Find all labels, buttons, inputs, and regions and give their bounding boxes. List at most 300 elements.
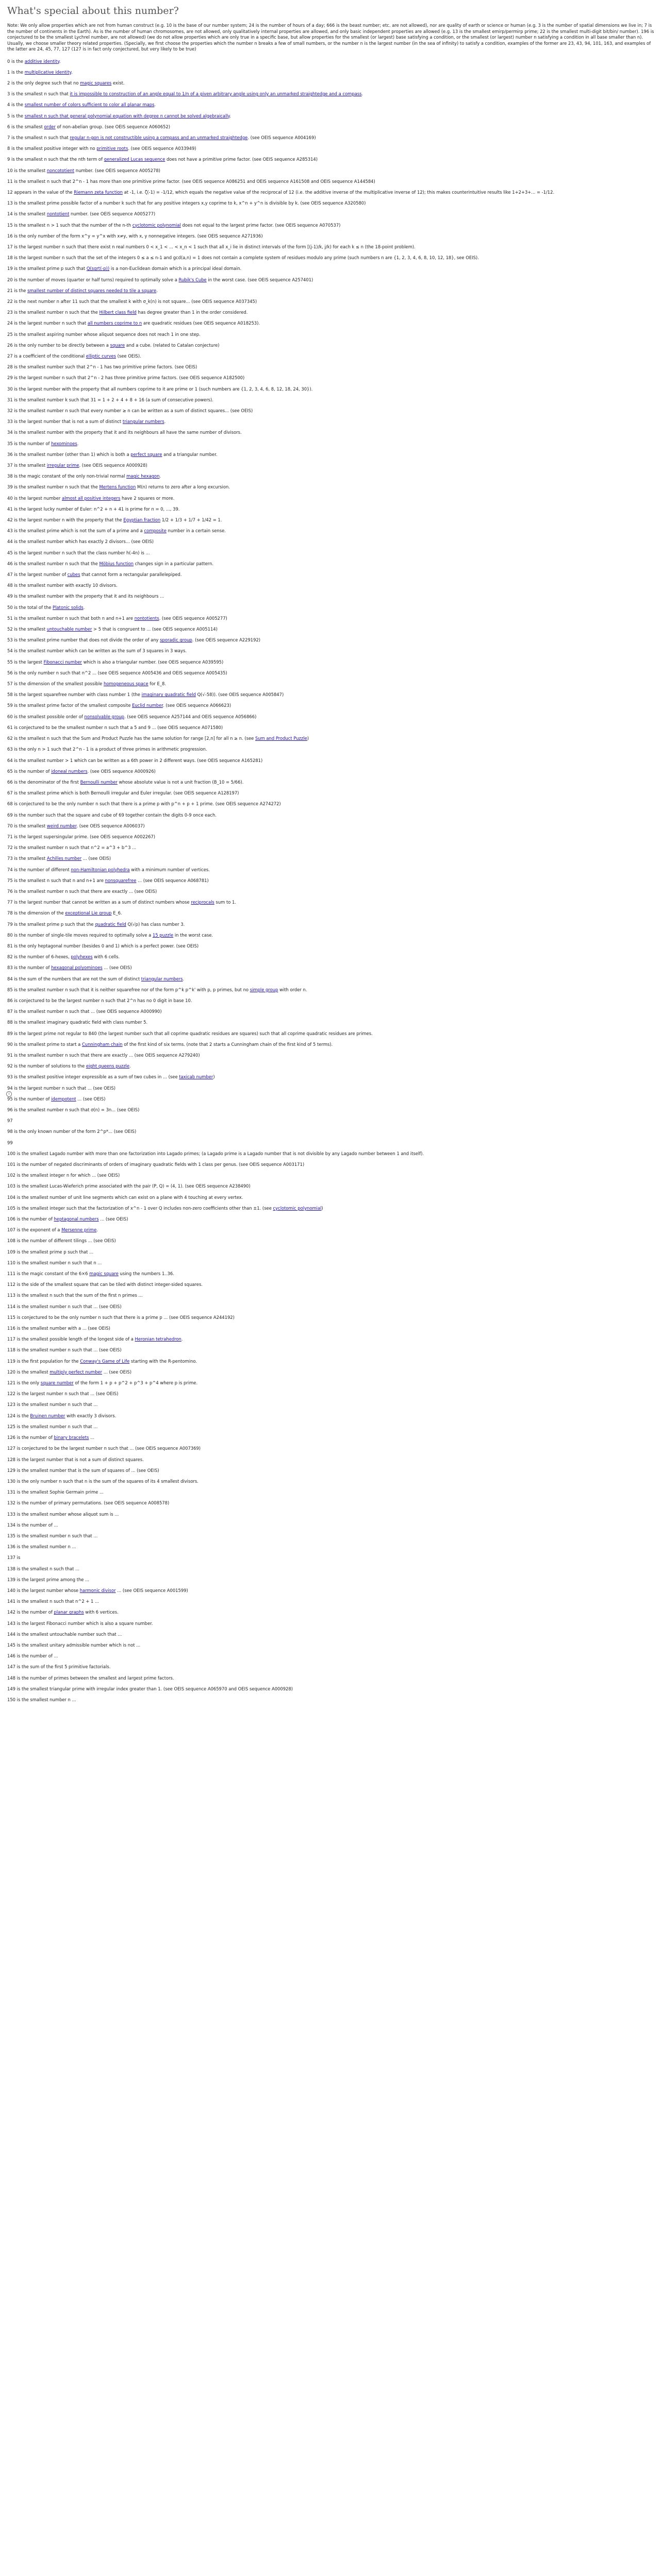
entry-text-tail: ) [307,736,309,741]
entry-text: 61 is conjectured to be the smallest number n such that a 5 and 9 ... (see OEIS sequence A071580) [7,724,223,730]
entry-text: 62 is the smallest n such that the Sum and Product Puzzle has the same solution for range [2,n] for all n ≥ n. (see [7,736,255,741]
entry-link[interactable]: cubes [67,572,80,578]
entry-link[interactable]: irregular prime [46,463,79,468]
entry-text: 120 is the smallest [7,1369,50,1375]
entry-text: 111 is the magic constant of the 6×6 [7,1271,90,1277]
entry-text-tail: ) [213,1074,215,1080]
list-item [7,102,655,108]
entry-text-tail: . (see OEIS sequence A066623) [162,703,231,708]
entry-text: 33 is the largest number that is not a sum of distinct [7,419,123,425]
entry-link[interactable]: simple group [250,987,278,992]
entry-link[interactable]: primitive roots [96,146,128,151]
list-item [7,1522,655,1528]
entry-text: 115 is conjectured to be the only number n such that there is a prime p ... (see OEIS sequence A244192) [7,1314,235,1320]
entry-text-tail: M(n) returns to zero after a long excursion. [136,484,230,490]
entry-text: 70 is the smallest [7,823,47,828]
entry-text: 140 is the largest number whose [7,1587,80,1593]
list-item [7,1304,655,1310]
list-item [7,1413,655,1419]
entry-text: 29 is the largest number n such that 2^n - 2 has three primitive prime factors. (see OEIS sequence A182500) [7,375,245,381]
entry-link[interactable]: triangular numbers [122,419,164,425]
list-item [7,801,655,807]
entry-link[interactable]: multiply perfect number [49,1369,103,1375]
entry-text: 0 is the [7,58,25,64]
page-title: What's special about this number? [7,5,179,16]
list-item [7,692,655,698]
entry-text: 21 is the [7,287,28,293]
entry-text: 41 is the largest lucky number of Euler: n^2 + n + 41 is prime for n = 0, ..., 39. [7,506,180,512]
entry-text-tail: ... (see OEIS) [102,965,132,971]
entry-text: 80 is the number of single-tile moves required to optimally solve a [7,932,153,938]
entry-text: 65 is the number of [7,768,52,774]
entry-link[interactable]: magic square [89,1271,119,1277]
list-item [7,987,655,993]
list-item [7,856,655,861]
entry-text-tail: ... (see OEIS) [98,1216,128,1222]
list-item [7,878,655,884]
entry-link[interactable]: exceptional Lie group [65,910,112,916]
entry-link[interactable]: all numbers coprime to n [87,320,142,326]
entry-text-tail: changes sign in a particular pattern. [134,561,214,566]
entry-text: 16 is the only number of the form x^y = y^x with x≠y, with x, y nonnegative integers. (see OEIS sequence A271936) [7,233,263,239]
entry-text: 11 is the smallest n such that 2^n - 1 has more than one primitive prime factor. (see OEIS sequence A086251 and OEIS sequence A161508 and OEIS sequence A144584) [7,178,375,184]
list-item [7,1424,655,1430]
entry-link[interactable]: order [44,124,56,129]
entry-text: 9 is the smallest n such that the nth term of [7,157,104,162]
entry-link[interactable]: magic hexagon [126,473,160,479]
list-item [7,1096,655,1102]
entry-text-tail: ... (see OEIS) [102,1369,131,1375]
list-item [7,528,655,534]
entry-link[interactable]: weird number [46,823,77,828]
entry-link[interactable]: Sum and Product Puzzle [255,736,307,741]
list-item [7,900,655,905]
entry-text: 74 is the number of different [7,867,71,872]
entry-link[interactable]: heptagonal numbers [54,1216,99,1222]
list-item [7,1369,655,1375]
entry-text-tail: . (see OEIS sequence A004169) [247,134,316,140]
list-item [7,1020,655,1025]
entry-text: 6 is the smallest [7,124,44,129]
entry-text: 35 is the number of [7,440,52,446]
entry-text: 7 is the smallest n such that [7,134,70,140]
list-item [7,1031,655,1037]
entry-text: 97 [7,1118,13,1124]
entry-text: 77 is the largest number that cannot be written as a sum of distinct numbers whose [7,900,191,905]
entry-text-tail: starting with the R-pentomino. [129,1358,197,1364]
list-item [7,1293,655,1298]
entry-text-tail: at -1, i.e. ζ(-1) = -1/12, which equals the negative value of the reciprocal of 12 (i.e. the additive inverse of the multiplicative inverse of 12); this makes counterintuitive results like 1+2+3+... = -1/12. [122,189,555,195]
entry-text-tail: E_6. [111,910,122,916]
entry-text: 106 is the number of [7,1216,54,1222]
list-item [7,1566,655,1572]
entry-text: 107 is the exponent of a [7,1227,62,1233]
list-item [7,113,655,119]
entry-text: 12 appears in the value of the [7,189,74,195]
list-item [7,419,655,425]
list-item [7,200,655,206]
list-item [7,790,655,796]
entry-link[interactable]: Heronian tetrahedron [135,1336,181,1342]
entry-text-tail: (see OEIS). [115,353,141,359]
entry-text: 124 is the [7,1413,30,1418]
entry-link[interactable]: Cunningham chain [81,1041,123,1047]
entry-text: 81 is the only heptagonal number (besides 0 and 1) which is a perfect power. (see OEIS) [7,943,199,948]
list-item [7,922,655,927]
list-item [7,364,655,370]
entry-link[interactable]: noncototient [46,167,75,173]
entry-text-tail: number in a certain sense. [166,528,226,534]
entry-text: 92 is the number of solutions to the [7,1063,86,1069]
list-item [7,779,655,785]
list-item [7,1206,655,1211]
list-item [7,211,655,217]
entry-link[interactable]: polyhexes [71,954,93,960]
list-item [7,484,655,490]
entry-link[interactable]: Fibonacci number [43,659,82,665]
entry-text-tail: with 6 cells. [92,954,120,960]
entry-link[interactable]: Mersenne prime [61,1227,97,1233]
list-item [7,1391,655,1397]
list-item [7,1621,655,1626]
list-item [7,736,655,741]
list-item [7,1664,655,1670]
entry-link[interactable]: idempotent [51,1096,76,1101]
entry-link[interactable]: generalized Lucas sequence [104,157,166,162]
entry-link[interactable]: composite [144,528,167,534]
entry-link[interactable]: eight queens puzzle [86,1063,130,1069]
entry-text: 128 is the largest number that is not a sum of distinct squares. [7,1456,144,1462]
entry-text: 96 is the smallest number n such that σ(n) = 3n... (see OEIS) [7,1107,140,1112]
list-item [7,288,655,294]
entry-text: 83 is the number of [7,965,52,971]
entry-text: 53 is the smallest prime number that does not divide the order of any [7,637,160,643]
entry-text: 109 is the smallest prime p such that ... [7,1249,94,1255]
entry-text-tail: with exactly 3 divisors. [65,1413,117,1418]
entry-text: 50 is the total of the [7,604,53,610]
entry-text-tail: . (see OEIS sequence A006037) [76,823,145,828]
entry-text-tail: with order n. [278,987,307,992]
entry-text: 130 is the only number n such that n is the sum of the squares of its 4 smallest divisors. [7,1478,198,1484]
entry-link[interactable]: almost all positive integers [61,495,121,501]
entry-text: 116 is the smallest number with a ... (see OEIS) [7,1326,110,1331]
list-item [7,889,655,894]
list-item [7,626,655,632]
entry-text-tail: and a cube. (related to Catalan conjecture) [125,342,220,348]
list-item [7,1053,655,1058]
entry-text-tail: of the first kind of six terms. (note that 2 starts a Cunningham chain of the first kind of 5 terms). [122,1041,333,1047]
intro-note: Note: We only allow properties which are not from human construct (e.g. 10 is the base of our number system; 24 is the number of hours of a day; 666 is the beast number; etc. are not allowed), nor are quality of earth or science or human (e.g. 3 is the number of spatial dimensions we live in; 7 is the number of continents in the Earth). As is the number of human chromosomes, are not allowed, only qualitatively internal properties are allowed, and only basic independent properties are allowed (e.g. 13 is the smallest emirp/permirp prime; 22 is the smallest multi-digit bit/bin/ number). 196 is conjectured to be the smallest Lychrel number, are not allowed) (we do not allow properties which are only true in a specific base, but allow properties for the smallest (or largest) base satisfying a condition, or the smallest (or largest) number n satisfying a condition in all base smaller than n). Usually, we choose smaller theory related properties. (Specially, we first choose the properties which the number n breaks a few of small numbers, or the number n is the largest number (in the sea of infinity) to satisfy a condition, examples of the former are 23, 43, 94, 101, 163, and examples of the latter are 24, 45, 77, 127 (127 is in fact only conjectured, but very likely to be true) [7,23,654,52]
entry-link[interactable]: cyclotomic polynomial [132,222,181,228]
entry-text: 136 is the smallest number n ... [7,1544,76,1550]
entry-link[interactable]: additive identity [24,58,59,64]
list-item [7,223,655,228]
entry-text: 119 is the first population for the [7,1358,80,1364]
entry-text: 125 is the smallest number n such that ... [7,1423,98,1429]
list-item [7,648,655,654]
list-item [7,1653,655,1659]
entry-text-tail: is a non-Euclidean domain which is a principal ideal domain. [109,266,242,272]
entry-link[interactable]: non-Hamiltonian polyhedra [71,867,130,872]
entry-text-tail: . [361,91,363,97]
list-item [7,1216,655,1222]
entry-link[interactable]: smallest number of colors sufficient to color all planar maps [24,102,155,108]
entry-text-tail: for E_8. [148,681,166,687]
list-item [7,943,655,949]
list-item [7,1457,655,1463]
entry-text: 144 is the smallest untouchable number such that ... [7,1631,122,1637]
entry-text-tail: . [156,287,158,293]
entry-text-tail: ... (see OEIS) [81,856,111,861]
entry-link[interactable]: idoneal numbers [51,768,88,774]
entry-text: 34 is the smallest number with the property that it and its neighbours all have the same number of divisors. [7,430,242,435]
list-item [7,452,655,457]
entry-text: 27 is a coefficient of the conditional [7,353,86,359]
entry-text-tail: > 5 that is congruent to ... (see OEIS sequence A005114) [92,626,218,632]
list-item [7,1009,655,1014]
entry-text-tail: . (see OEIS sequence A257144 and OEIS sequence A056866) [124,714,257,719]
list-item [7,539,655,545]
list-item [7,473,655,479]
entry-text-tail: ... [89,1435,95,1440]
entry-link[interactable]: Rubik's Cube [178,277,207,282]
entry-link[interactable]: sporadic group [160,637,192,643]
entry-text: 4 is the [7,102,25,108]
entry-text-tail: . [77,440,79,446]
entry-text: 68 is conjectured to be the only number n such that there is a prime p with p^n + p + 1 prime. (see OEIS sequence A274272) [7,801,281,807]
entry-text-tail: . (see OEIS sequence A033949) [128,146,196,151]
list-item [7,375,655,381]
entry-link[interactable]: cyclotomic polynomial [273,1205,322,1211]
list-item [7,70,655,75]
entry-link[interactable]: magic squares [80,80,112,86]
entry-text: 78 is the dimension of the [7,910,65,916]
entry-text: 14 is the smallest [7,211,47,217]
list-item [7,616,655,621]
entry-link[interactable]: nontotient [46,211,70,217]
list-item [7,637,655,643]
entry-link[interactable]: hexominoes [51,440,77,446]
list-item [7,1632,655,1637]
list-item [7,135,655,141]
entry-link[interactable]: Conway's Game of Life [80,1358,130,1364]
list-item [7,1555,655,1561]
list-item [7,157,655,162]
entry-link[interactable]: nonsquarefree [105,877,137,883]
list-item [7,80,655,86]
entry-text: 8 is the smallest positive integer with no [7,146,97,151]
entry-link[interactable]: Platonic solids [53,604,84,610]
entry-link[interactable]: Hilbert class field [99,310,137,315]
list-item [7,1359,655,1364]
entry-text: 60 is the smallest possible order of [7,714,85,719]
list-item [7,441,655,447]
list-item [7,845,655,851]
list-item [7,998,655,1004]
list-item [7,933,655,938]
entry-text: 139 is the largest prime among the ... [7,1577,90,1582]
entry-text: 73 is the smallest [7,856,47,861]
entry-link[interactable]: Achilles number [46,856,82,861]
entry-text: 67 is the smallest prime which is both Bernoulli irregular and Euler irregular. (see OEIS sequence A128197) [7,790,239,796]
entry-text: 56 is the only number n such that n^2 ... (see OEIS sequence A005436 and OEIS sequence A005435) [7,670,227,675]
entry-link[interactable]: homogeneous space [104,681,148,687]
list-item [7,310,655,315]
info-icon[interactable]: i [6,1091,12,1097]
list-item [7,124,655,130]
list-item [7,965,655,971]
entry-text: 112 is the side of the smallest square that can be tiled with distinct integer-sided squares. [7,1282,203,1287]
entry-text: 55 is the largest [7,659,44,665]
entry-text-tail: ) [321,1205,323,1211]
list-item [7,190,655,195]
entry-text: 63 is the only n > 1 such that 2^n - 1 is a product of three primes in arithmetic progression. [7,747,207,752]
entry-link[interactable]: triangular numbers [141,976,183,981]
entry-text: 110 is the smallest number n such that n ... [7,1260,102,1265]
entry-text: 137 is [7,1555,21,1561]
entry-link[interactable]: binary bracelets [54,1435,89,1440]
entry-link[interactable]: nontotients [134,615,159,621]
list-item [7,1675,655,1681]
entry-text: 142 is the number of [7,1609,54,1615]
entry-text: 146 is the number of ... [7,1653,58,1659]
entry-text: 17 is the largest number n such that there exist n real numbers 0 < x_1 < ... < x_n < 1 such that all x_i lie in distinct intervals of the form [(j-1)/k, j/k) for each k ≤ n (the 18-point problem). [7,244,416,249]
entry-text: 99 [7,1140,13,1145]
entry-link[interactable]: Euclid number [132,703,163,708]
entry-link[interactable]: smallest n such that general polynomial equation with degree n cannot be solved algebraically [24,113,230,118]
entry-text: 100 is the smallest Lagado number with more than one factorization into Lagado primes; (a Lagado prime is a Lagado number that is not divisible by any Lagado number between 1 and itself). [7,1150,424,1156]
entry-text: 86 is conjectured to be the largest number n such that 2^n has no 0 digit in base 10. [7,997,192,1003]
entry-text: 104 is the smallest number of unit line segments which can exist on a plane with 4 touching at every vertex. [7,1194,243,1200]
list-item [7,1686,655,1692]
list-item [7,1162,655,1167]
entry-text: 37 is the smallest [7,463,47,468]
list-item [7,1468,655,1473]
entry-link[interactable]: Bernoulli number [80,779,118,785]
entry-link[interactable]: Bruinen number [30,1413,65,1418]
entry-text: 127 is conjectured to be the largest number n such that ... (see OEIS sequence A007369) [7,1446,201,1451]
entry-text: 32 is the smallest number n such that every number ≥ n can be written as a sum of distinct squares... (see OEIS) [7,408,253,413]
entry-text: 38 is the magic constant of the only non-trivial normal [7,473,127,479]
entry-text: 5 is the [7,113,25,118]
list-item [7,550,655,556]
entry-text: 13 is the smallest prime possible factor of a number k such that for any positive integers x,y coprime to k, x^n + y^n is divisible by k. (see OEIS sequence A320580) [7,200,366,206]
entry-text-tail: . [83,604,85,610]
entry-link[interactable]: Egyptian fraction [123,517,161,523]
entry-text: 10 is the smallest [7,167,47,173]
entry-text: 150 is the smallest number n ... [7,1697,76,1702]
entry-link[interactable]: taxicab number [179,1074,213,1080]
entry-link[interactable]: smallest number of distinct squares needed to tile a square [27,287,157,293]
entry-link[interactable]: nonsolvable group [84,714,124,719]
list-item [7,1533,655,1539]
entry-text-tail: ... (see OEIS sequence A001599) [115,1587,188,1593]
list-item [7,976,655,982]
entry-link[interactable]: Möbius function [99,561,134,566]
list-item [7,506,655,512]
entry-text-tail: have 2 squares or more. [120,495,175,501]
entry-text: 93 is the smallest positive integer expressible as a sum of two cubes in ... (see [7,1074,179,1080]
entry-text-tail: that cannot form a rectangular parallelepiped. [80,572,182,578]
entry-text: 28 is the smallest number such that 2^n - 1 has two primitive prime factors. (see OEIS) [7,364,197,370]
list-item [7,1260,655,1266]
list-item [7,1697,655,1703]
entry-text: 46 is the smallest number n such that the [7,561,100,566]
list-item [7,1118,655,1124]
entry-link[interactable]: planar graphs [54,1609,84,1615]
entry-link[interactable]: regular n-gon is not constructible using a compass and an unmarked straightedge [70,134,248,140]
list-item [7,714,655,720]
list-item [7,659,655,665]
entry-link[interactable]: harmonic divisor [79,1587,116,1593]
entry-link[interactable]: untouchable number [46,626,92,632]
list-item [7,725,655,731]
list-item [7,1500,655,1506]
entry-link[interactable]: multiplicative identity [24,69,71,75]
entry-link[interactable]: square number [40,1380,74,1386]
entry-text: 101 is the number of negated discriminants of orders of imaginary quadratic fields with 1 class per genus. (see OEIS sequence A003171) [7,1162,305,1167]
list-item [7,1588,655,1594]
list-item [7,1435,655,1440]
entry-text-tail: 1/2 + 1/3 + 1/7 + 1/42 = 1. [160,517,222,523]
list-item [7,299,655,304]
entry-link[interactable]: Mertens function [99,484,136,490]
entry-link[interactable]: perfect square [130,451,162,457]
entry-text: 82 is the number of 6-hexes, [7,954,71,960]
entry-text: 26 is the only number to be directly between a [7,342,110,348]
entry-link[interactable]: reciprocals [191,900,214,905]
entry-text: 75 is the smallest n such that n and n+1 are [7,877,105,883]
entry-text-tail: with a minimum number of vertices. [129,867,210,872]
entry-link[interactable]: 15 puzzle [152,932,174,938]
entry-link[interactable]: elliptic curves [86,353,116,359]
entry-link[interactable]: Riemann zeta function [74,189,123,195]
list-item [7,1446,655,1451]
entry-text: 2 is the only degree such that no [7,80,80,86]
entry-link[interactable]: Q(sqrt(-p)) [86,266,110,272]
entry-link[interactable]: hexagonal polyominoes [51,965,103,971]
entry-text: 54 is the smallest number which can be written as the sum of 3 squares in 3 ways. [7,648,187,654]
entry-text: 122 is the largest number n such that ... (see OEIS) [7,1391,119,1397]
entry-text: 1 is the [7,69,25,75]
entry-text-tail: . (see OEIS sequence A000926) [87,768,156,774]
entry-link[interactable]: quadratic field [95,921,126,927]
entry-text-tail: using the numbers 1..36. [118,1271,174,1277]
list-item [7,146,655,151]
entry-text: 22 is the next number n after 11 such that the smallest k with σ_k(n) is not square... (see OEIS sequence A037345) [7,298,257,304]
list-item [7,233,655,239]
entry-link[interactable]: it is impossible to construction of an angle equal to 1/n of a given arbitrary angle using only an unmarked straightedge and a compass [70,91,362,97]
entry-list [7,59,655,1703]
entry-text-tail: ... (see OEIS) [76,1096,106,1101]
entry-text-tail: has degree greater than 1 in the order considered. [136,310,248,315]
entry-text-tail: . [159,473,161,479]
entry-text: 105 is the smallest integer such that the factorization of x^n - 1 over Q includes non-zero coefficients other than ±1. (see [7,1205,273,1211]
entry-text: 138 is the smallest n such that ... [7,1566,80,1571]
entry-text-tail: . [96,1227,98,1233]
entry-text: 76 is the smallest number n such that there are exactly ... (see OEIS) [7,888,157,894]
list-item [7,1512,655,1517]
list-item [7,1140,655,1146]
list-item [7,496,655,501]
entry-text: 30 is the largest number with the property that all numbers coprime to it are prime or 1 (such numbers are {1, 2, 3, 4, 6, 8, 12, 18, 24, 30}). [7,386,313,392]
entry-text: 23 is the smallest number n such that the [7,310,100,315]
entry-text: 66 is the denominator of the first [7,779,80,785]
entry-text: 64 is the smallest number > 1 which can be written as a 6th power in 2 different ways. (see OEIS sequence A165281) [7,757,263,763]
list-item [7,463,655,468]
entry-link[interactable]: square [110,342,125,348]
entry-link[interactable]: imaginary quadratic field [141,692,196,698]
